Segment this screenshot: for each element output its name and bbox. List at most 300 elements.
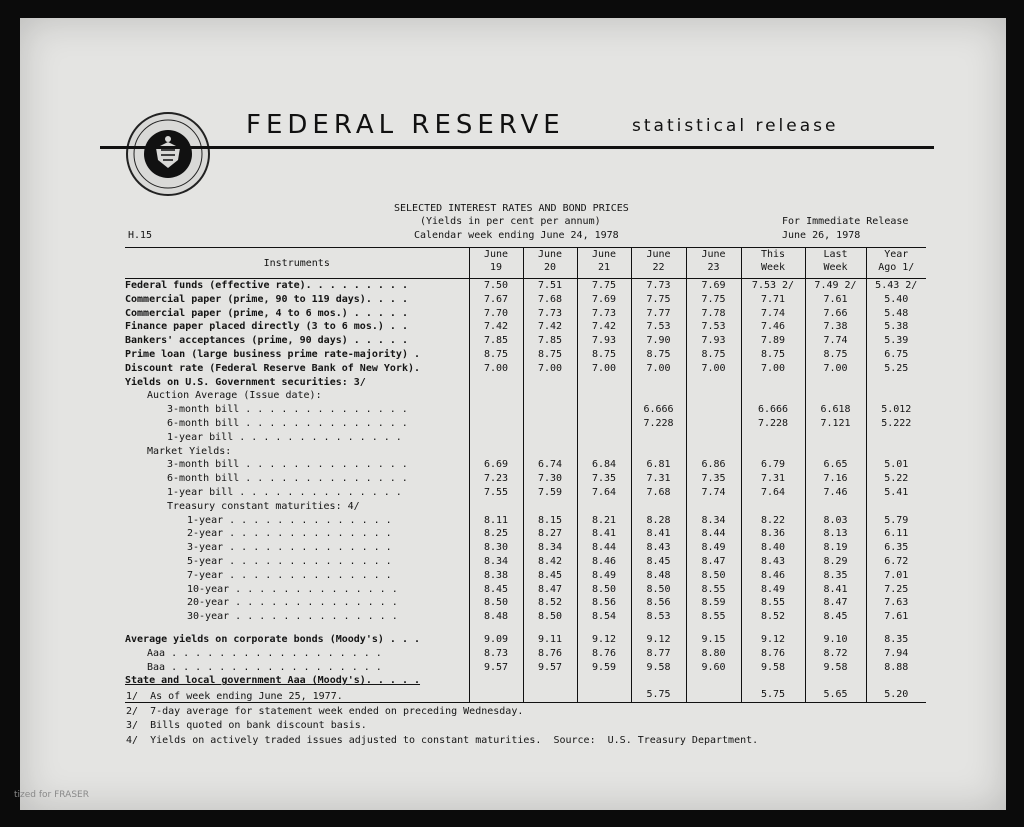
- rate-cell: 7.69: [686, 279, 741, 293]
- rate-cell: [686, 674, 741, 688]
- rate-cell: 7.31: [741, 472, 805, 486]
- footnote: 3/ Bills quoted on bank discount basis.: [126, 720, 367, 731]
- row-label: Commercial paper (prime, 90 to 119 days). . . .: [125, 293, 408, 305]
- rate-cell: [469, 389, 523, 403]
- rate-cell: [523, 376, 577, 390]
- row-label: Prime loan (large business prime rate-majority) .: [125, 348, 421, 360]
- rate-cell: 8.43: [631, 541, 686, 555]
- row-label: Treasury constant maturities: 4/: [167, 500, 360, 512]
- rate-cell: 8.50: [469, 596, 523, 610]
- table-row: [125, 527, 926, 541]
- rate-cell: [866, 389, 926, 403]
- rate-cell: 6.75: [866, 348, 926, 362]
- week-line: Calendar week ending June 24, 1978: [414, 230, 619, 241]
- rate-cell: 8.13: [805, 527, 866, 541]
- rate-cell: [469, 403, 523, 417]
- rate-cell: [577, 674, 631, 688]
- table-row: [125, 279, 926, 293]
- rate-cell: [469, 624, 523, 633]
- row-label: 6-month bill . . . . . . . . . . . . . .: [167, 473, 408, 485]
- rate-cell: 8.50: [631, 583, 686, 597]
- rate-cell: 7.53 2/: [741, 279, 805, 293]
- rate-cell: [686, 624, 741, 633]
- row-label: Finance paper placed directly (3 to 6 mos.) . .: [125, 321, 408, 333]
- rate-cell: 7.38: [805, 320, 866, 334]
- row-label: 20-year . . . . . . . . . . . . . .: [187, 597, 398, 609]
- rate-cell: 8.35: [866, 633, 926, 647]
- rate-cell: 6.69: [469, 458, 523, 472]
- rate-cell: [805, 445, 866, 459]
- footnotes: [126, 690, 758, 748]
- rate-cell: 9.12: [577, 633, 631, 647]
- rate-cell: 8.47: [805, 596, 866, 610]
- row-label: Auction Average (Issue date):: [147, 390, 322, 402]
- rate-cell: 8.44: [686, 527, 741, 541]
- rate-cell: 8.46: [577, 555, 631, 569]
- rate-cell: [523, 500, 577, 514]
- rate-cell: 9.59: [577, 661, 631, 675]
- rate-cell: [523, 431, 577, 445]
- release-code: H.15: [128, 230, 153, 241]
- table-header-row: [125, 248, 926, 279]
- masthead-rule: [100, 146, 934, 149]
- rate-cell: [741, 624, 805, 633]
- rate-cell: 7.63: [866, 596, 926, 610]
- rate-cell: 5.012: [866, 403, 926, 417]
- rate-cell: 7.73: [631, 279, 686, 293]
- rate-cell: [805, 500, 866, 514]
- rate-cell: 7.75: [631, 293, 686, 307]
- rate-cell: 7.94: [866, 647, 926, 661]
- rate-cell: 8.30: [469, 541, 523, 555]
- rate-cell: 8.41: [577, 527, 631, 541]
- rate-cell: 5.25: [866, 362, 926, 376]
- table-row: [125, 472, 926, 486]
- rate-cell: 8.73: [469, 647, 523, 661]
- rate-cell: [686, 376, 741, 390]
- rate-cell: 7.228: [631, 417, 686, 431]
- rate-cell: 5.22: [866, 472, 926, 486]
- rate-cell: 7.121: [805, 417, 866, 431]
- rate-cell: [523, 403, 577, 417]
- rate-cell: [577, 403, 631, 417]
- footnote: 4/ Yields on actively traded issues adjusted to constant maturities. Source: U.S. Treasury Department.: [126, 734, 759, 746]
- rate-cell: 6.65: [805, 458, 866, 472]
- rate-cell: 7.16: [805, 472, 866, 486]
- rate-cell: 8.88: [866, 661, 926, 675]
- rate-cell: 7.42: [577, 320, 631, 334]
- rate-cell: [741, 431, 805, 445]
- row-label: 3-month bill . . . . . . . . . . . . . .: [167, 404, 408, 416]
- rate-cell: 8.49: [577, 569, 631, 583]
- rate-cell: 7.68: [631, 486, 686, 500]
- rate-cell: 8.22: [741, 514, 805, 528]
- release-date: June 26, 1978: [782, 230, 861, 241]
- rate-cell: 8.50: [523, 610, 577, 624]
- rate-cell: [686, 431, 741, 445]
- rate-cell: 6.84: [577, 458, 631, 472]
- rate-cell: 7.74: [686, 486, 741, 500]
- rate-cell: [805, 624, 866, 633]
- table-row: [125, 334, 926, 348]
- rate-cell: 9.12: [741, 633, 805, 647]
- row-label: 2-year . . . . . . . . . . . . . .: [187, 528, 392, 540]
- table-row: [125, 362, 926, 376]
- rate-cell: 8.45: [469, 583, 523, 597]
- yield-note: (Yields in per cent per annum): [420, 216, 601, 227]
- rate-cell: 8.34: [686, 514, 741, 528]
- rate-cell: 7.75: [686, 293, 741, 307]
- table-body: [125, 279, 926, 702]
- rate-cell: 5.01: [866, 458, 926, 472]
- rate-cell: [577, 417, 631, 431]
- table-row: [125, 486, 926, 500]
- rate-cell: [805, 376, 866, 390]
- rate-cell: 9.09: [469, 633, 523, 647]
- row-label: Commercial paper (prime, 4 to 6 mos.) . . . . .: [125, 307, 408, 319]
- rate-cell: 8.50: [577, 583, 631, 597]
- rate-cell: 8.52: [741, 610, 805, 624]
- row-label: 1-year . . . . . . . . . . . . . .: [187, 514, 392, 526]
- column-header: This Week: [741, 248, 805, 279]
- rate-cell: 8.76: [741, 647, 805, 661]
- rate-cell: 8.42: [523, 555, 577, 569]
- rate-cell: [686, 417, 741, 431]
- rate-cell: 7.53: [686, 320, 741, 334]
- masthead-title: FEDERAL RESERVE: [246, 110, 565, 140]
- rate-cell: [577, 431, 631, 445]
- row-label: 7-year . . . . . . . . . . . . . .: [187, 569, 392, 581]
- row-label: Discount rate (Federal Reserve Bank of New York).: [125, 362, 421, 374]
- rate-cell: 7.69: [577, 293, 631, 307]
- rate-cell: 7.67: [469, 293, 523, 307]
- table-row: [125, 389, 926, 403]
- rate-cell: [866, 445, 926, 459]
- rate-cell: 7.55: [469, 486, 523, 500]
- rate-cell: 5.79: [866, 514, 926, 528]
- rate-cell: 7.73: [523, 307, 577, 321]
- table-row: [125, 376, 926, 390]
- rate-cell: 8.40: [741, 541, 805, 555]
- row-label: [125, 624, 469, 633]
- row-label: Bankers' acceptances (prime, 90 days) . . . . .: [125, 335, 408, 347]
- row-label: Aaa . . . . . . . . . . . . . . . . . .: [147, 647, 382, 659]
- row-label: Baa . . . . . . . . . . . . . . . . . .: [147, 661, 382, 673]
- rate-cell: 8.56: [577, 596, 631, 610]
- rate-cell: 7.00: [686, 362, 741, 376]
- rate-cell: [631, 674, 686, 688]
- row-label: 3-year . . . . . . . . . . . . . .: [187, 542, 392, 554]
- rate-cell: 5.65: [805, 688, 866, 702]
- rate-cell: [741, 376, 805, 390]
- rate-cell: [866, 376, 926, 390]
- table-row: [125, 674, 926, 688]
- rate-cell: 7.77: [631, 307, 686, 321]
- rate-cell: [631, 624, 686, 633]
- table-row: [125, 348, 926, 362]
- rate-cell: 7.51: [523, 279, 577, 293]
- rate-cell: 8.54: [577, 610, 631, 624]
- rate-cell: 6.666: [741, 403, 805, 417]
- rate-cell: 5.39: [866, 334, 926, 348]
- rate-cell: 8.59: [686, 596, 741, 610]
- rate-cell: 9.11: [523, 633, 577, 647]
- rate-cell: 7.42: [469, 320, 523, 334]
- rate-cell: 8.72: [805, 647, 866, 661]
- rate-cell: 7.93: [686, 334, 741, 348]
- rate-cell: [523, 389, 577, 403]
- rate-cell: [469, 417, 523, 431]
- rate-cell: [686, 403, 741, 417]
- rate-cell: 7.46: [805, 486, 866, 500]
- rate-cell: 7.35: [577, 472, 631, 486]
- rate-cell: 8.75: [523, 348, 577, 362]
- rate-cell: 5.41: [866, 486, 926, 500]
- rate-cell: 6.74: [523, 458, 577, 472]
- rate-cell: 7.68: [523, 293, 577, 307]
- rate-cell: 8.36: [741, 527, 805, 541]
- rate-cell: 8.45: [631, 555, 686, 569]
- rate-cell: 8.75: [741, 348, 805, 362]
- rate-cell: [866, 431, 926, 445]
- rate-cell: 6.11: [866, 527, 926, 541]
- table-row: [125, 403, 926, 417]
- rate-cell: [577, 376, 631, 390]
- rate-cell: 8.49: [686, 541, 741, 555]
- rate-cell: 7.228: [741, 417, 805, 431]
- row-label: 1-year bill . . . . . . . . . . . . . .: [167, 431, 402, 443]
- rate-cell: 7.25: [866, 583, 926, 597]
- rate-cell: 7.64: [741, 486, 805, 500]
- rate-cell: [741, 500, 805, 514]
- rate-cell: 7.01: [866, 569, 926, 583]
- rate-cell: 8.46: [741, 569, 805, 583]
- column-header: June 21: [577, 248, 631, 279]
- release-note: For Immediate Release: [782, 216, 909, 227]
- rate-cell: 8.44: [577, 541, 631, 555]
- row-label: 5-year . . . . . . . . . . . . . .: [187, 555, 392, 567]
- rate-cell: [866, 674, 926, 688]
- rate-cell: 8.55: [741, 596, 805, 610]
- table-row: [125, 417, 926, 431]
- row-label: Average yields on corporate bonds (Moody's) . . .: [125, 633, 421, 645]
- rate-cell: 8.56: [631, 596, 686, 610]
- rate-cell: 7.49 2/: [805, 279, 866, 293]
- rate-cell: 8.77: [631, 647, 686, 661]
- rate-cell: 6.618: [805, 403, 866, 417]
- rate-cell: [523, 445, 577, 459]
- rate-cell: [469, 500, 523, 514]
- rate-cell: 8.11: [469, 514, 523, 528]
- rate-cell: 6.86: [686, 458, 741, 472]
- rate-cell: [741, 674, 805, 688]
- rate-cell: 8.43: [741, 555, 805, 569]
- rate-cell: 7.23: [469, 472, 523, 486]
- rate-cell: 8.03: [805, 514, 866, 528]
- rate-cell: [631, 500, 686, 514]
- rate-cell: 7.66: [805, 307, 866, 321]
- table-row: [125, 596, 926, 610]
- rate-cell: 8.28: [631, 514, 686, 528]
- rate-cell: 8.45: [523, 569, 577, 583]
- rate-cell: 7.53: [631, 320, 686, 334]
- rate-cell: 7.31: [631, 472, 686, 486]
- rate-cell: 8.38: [469, 569, 523, 583]
- row-label: State and local government Aaa (Moody's). . . . .: [125, 675, 421, 687]
- rate-cell: 7.00: [523, 362, 577, 376]
- footnote: 1/ As of week ending June 25, 1977.: [126, 691, 343, 702]
- rate-cell: 8.76: [577, 647, 631, 661]
- rate-cell: 8.19: [805, 541, 866, 555]
- seal-emblem-icon: [128, 114, 208, 194]
- rate-cell: 8.75: [805, 348, 866, 362]
- rate-cell: 8.50: [686, 569, 741, 583]
- rate-cell: 7.74: [805, 334, 866, 348]
- row-label: 3-month bill . . . . . . . . . . . . . .: [167, 459, 408, 471]
- rate-cell: [805, 431, 866, 445]
- rate-cell: 5.38: [866, 320, 926, 334]
- rate-cell: 5.40: [866, 293, 926, 307]
- rate-cell: [469, 445, 523, 459]
- rate-cell: 8.27: [523, 527, 577, 541]
- rate-cell: 7.61: [805, 293, 866, 307]
- rate-cell: [866, 500, 926, 514]
- row-label: 6-month bill . . . . . . . . . . . . . .: [167, 417, 408, 429]
- rate-cell: 8.75: [469, 348, 523, 362]
- rate-cell: [577, 624, 631, 633]
- rate-cell: 7.93: [577, 334, 631, 348]
- table-row: [125, 610, 926, 624]
- rate-cell: 6.35: [866, 541, 926, 555]
- rate-cell: 6.72: [866, 555, 926, 569]
- table-row: [125, 661, 926, 675]
- rate-cell: 8.25: [469, 527, 523, 541]
- rate-cell: 8.47: [523, 583, 577, 597]
- rate-cell: 7.78: [686, 307, 741, 321]
- rate-cell: 5.75: [631, 688, 686, 702]
- rate-cell: 6.79: [741, 458, 805, 472]
- rate-cell: 5.222: [866, 417, 926, 431]
- rate-cell: 7.30: [523, 472, 577, 486]
- table-row: [125, 555, 926, 569]
- rate-cell: [523, 624, 577, 633]
- rate-cell: [686, 389, 741, 403]
- rate-cell: 7.85: [469, 334, 523, 348]
- rate-cell: 9.12: [631, 633, 686, 647]
- rate-cell: [866, 624, 926, 633]
- table-row: [125, 583, 926, 597]
- table-row: [125, 307, 926, 321]
- row-label: 10-year . . . . . . . . . . . . . .: [187, 583, 398, 595]
- fraser-watermark: tized for FRASER: [14, 790, 89, 800]
- rate-cell: 9.58: [805, 661, 866, 675]
- rate-cell: 8.45: [805, 610, 866, 624]
- rate-cell: [631, 431, 686, 445]
- rate-cell: 7.00: [805, 362, 866, 376]
- rate-cell: 7.85: [523, 334, 577, 348]
- rate-cell: 7.74: [741, 307, 805, 321]
- rate-cell: [631, 445, 686, 459]
- rate-cell: 7.73: [577, 307, 631, 321]
- rate-cell: 9.58: [631, 661, 686, 675]
- table-row: [125, 445, 926, 459]
- rate-cell: 7.42: [523, 320, 577, 334]
- table-row: [125, 569, 926, 583]
- rate-cell: [631, 376, 686, 390]
- rate-cell: [805, 389, 866, 403]
- masthead-subtitle: statistical release: [632, 116, 839, 136]
- rate-cell: 5.75: [741, 688, 805, 702]
- row-label: Yields on U.S. Government securities: 3/: [125, 376, 366, 388]
- table-row: [125, 431, 926, 445]
- rate-cell: [686, 500, 741, 514]
- rate-cell: 6.81: [631, 458, 686, 472]
- rate-cell: [577, 445, 631, 459]
- row-label: Market Yields:: [147, 445, 232, 457]
- table-row: [125, 500, 926, 514]
- rate-cell: 9.57: [523, 661, 577, 675]
- rate-cell: [469, 674, 523, 688]
- instruments-header: Instruments: [125, 248, 469, 279]
- rate-cell: 7.00: [741, 362, 805, 376]
- rate-cell: 7.70: [469, 307, 523, 321]
- rate-cell: 7.46: [741, 320, 805, 334]
- rate-cell: 8.76: [523, 647, 577, 661]
- rate-cell: 8.49: [741, 583, 805, 597]
- rate-cell: 7.90: [631, 334, 686, 348]
- rate-cell: 5.48: [866, 307, 926, 321]
- rate-cell: 8.21: [577, 514, 631, 528]
- rate-cell: 8.48: [469, 610, 523, 624]
- rate-cell: 7.71: [741, 293, 805, 307]
- table-row: [125, 458, 926, 472]
- rate-cell: [741, 389, 805, 403]
- rate-cell: 8.34: [469, 555, 523, 569]
- rate-cell: [577, 500, 631, 514]
- rate-cell: [741, 445, 805, 459]
- rate-cell: 7.64: [577, 486, 631, 500]
- rate-cell: 8.80: [686, 647, 741, 661]
- rate-cell: 8.75: [577, 348, 631, 362]
- rate-cell: 6.666: [631, 403, 686, 417]
- table-row: [125, 293, 926, 307]
- rate-cell: 8.35: [805, 569, 866, 583]
- table-row: [125, 541, 926, 555]
- rate-cell: [523, 417, 577, 431]
- rate-cell: 8.41: [631, 527, 686, 541]
- rate-cell: 7.89: [741, 334, 805, 348]
- rate-cell: 7.50: [469, 279, 523, 293]
- rate-cell: 7.61: [866, 610, 926, 624]
- rate-cell: 7.59: [523, 486, 577, 500]
- column-header: June 20: [523, 248, 577, 279]
- rate-cell: 7.00: [631, 362, 686, 376]
- release-title: SELECTED INTEREST RATES AND BOND PRICES: [394, 203, 629, 214]
- table-row: [125, 514, 926, 528]
- table-row: [125, 320, 926, 334]
- table-row: [125, 624, 926, 633]
- rate-cell: 7.75: [577, 279, 631, 293]
- rate-cell: 8.55: [686, 610, 741, 624]
- rates-table: [125, 247, 926, 703]
- rate-cell: 8.75: [631, 348, 686, 362]
- rate-cell: 8.53: [631, 610, 686, 624]
- column-header: June 22: [631, 248, 686, 279]
- rate-cell: 8.15: [523, 514, 577, 528]
- rate-cell: [469, 431, 523, 445]
- rate-cell: 7.00: [577, 362, 631, 376]
- rate-cell: [631, 389, 686, 403]
